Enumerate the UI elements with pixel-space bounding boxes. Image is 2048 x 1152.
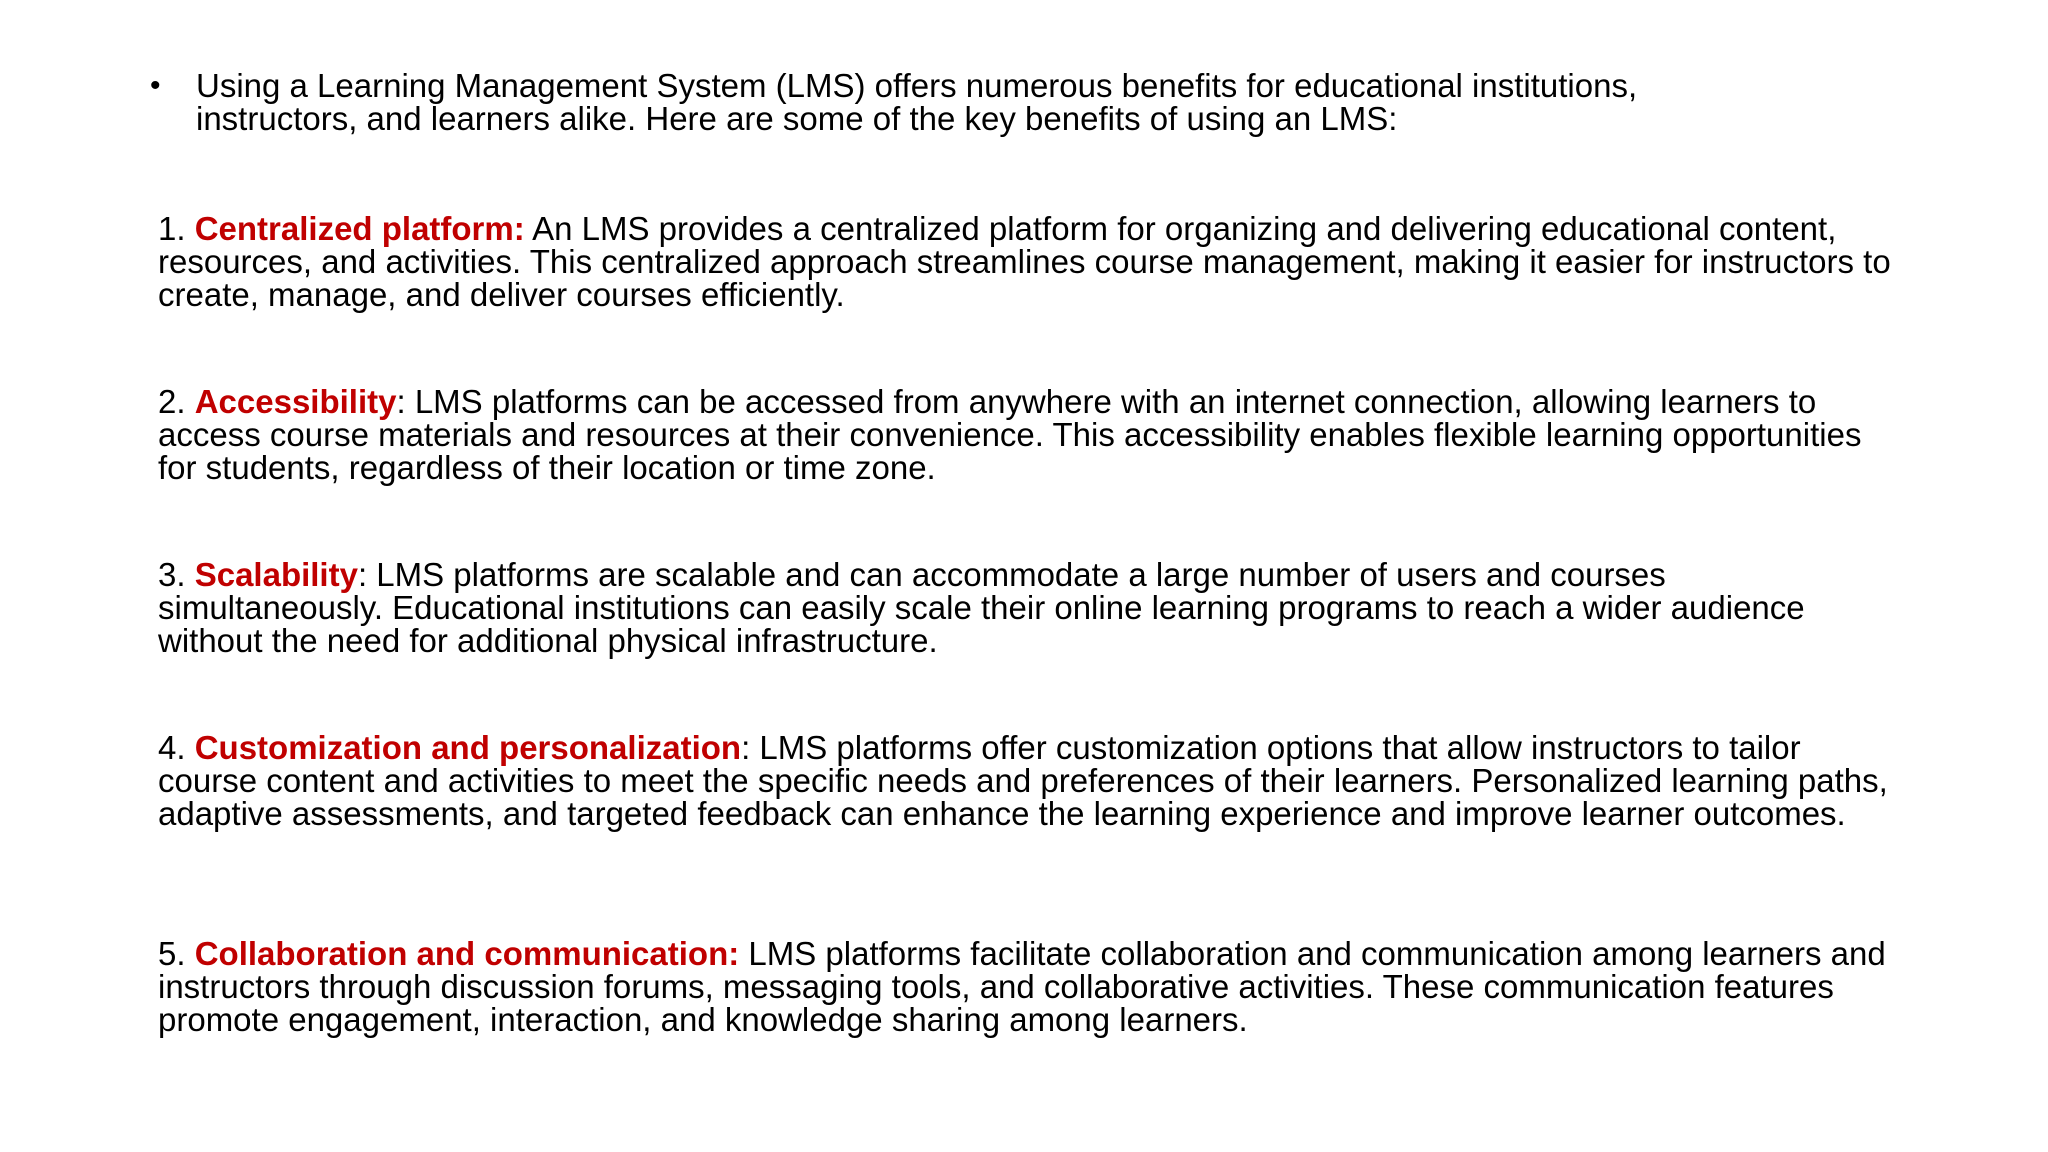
benefit-term: Centralized platform: (194, 210, 525, 247)
benefit-description: An LMS provides a centralized platform for organizing and delivering educational content, resources, and activities. This centralized approach streamlines course management, making it easier for instructors to create, manage, and deliver courses efficiently. (158, 210, 1891, 313)
benefit-term: Collaboration and communication: (194, 935, 740, 972)
benefit-description: : LMS platforms offer customization options that allow instructors to tailor course content and activities to meet the specific needs and preferences of their learners. Personalized learning paths, adaptive assessments, and targeted feedback can enhance the learning experience and improve learner outcomes. (158, 729, 1888, 832)
intro-text: Using a Learning Management System (LMS) offers numerous benefits for educational institutions, instructors, and learners alike. Here are some of the key benefits of using an LMS: (196, 67, 1638, 137)
benefit-item-accessibility (158, 385, 1898, 484)
benefit-number: 2. (158, 383, 186, 420)
benefit-item-collaboration (158, 937, 1898, 1036)
benefit-item-scalability (158, 558, 1898, 657)
benefit-item-customization (158, 731, 1898, 830)
benefit-term: Accessibility (194, 383, 397, 420)
benefit-number: 4. (158, 729, 186, 766)
benefit-number: 3. (158, 556, 186, 593)
benefit-description: : LMS platforms are scalable and can accommodate a large number of users and courses simultaneously. Educational institutions can easily scale their online learning programs to reach a wider audience without the need for additional physical infrastructure. (158, 556, 1805, 659)
benefit-number: 1. (158, 210, 186, 247)
bullet-icon: • (150, 69, 161, 102)
benefit-description: LMS platforms facilitate collaboration and communication among learners and instructors through discussion forums, messaging tools, and collaborative activities. These communication features promote engagement, interaction, and knowledge sharing among learners. (158, 935, 1886, 1038)
intro-paragraph (150, 69, 1770, 135)
benefit-item-centralized-platform (158, 212, 1898, 311)
benefit-term: Scalability (194, 556, 358, 593)
benefit-term: Customization and personalization (194, 729, 742, 766)
benefit-number: 5. (158, 935, 186, 972)
benefit-description: : LMS platforms can be accessed from anywhere with an internet connection, allowing learners to access course materials and resources at their convenience. This accessibility enables flexible learning opportunities for students, regardless of their location or time zone. (158, 383, 1862, 486)
